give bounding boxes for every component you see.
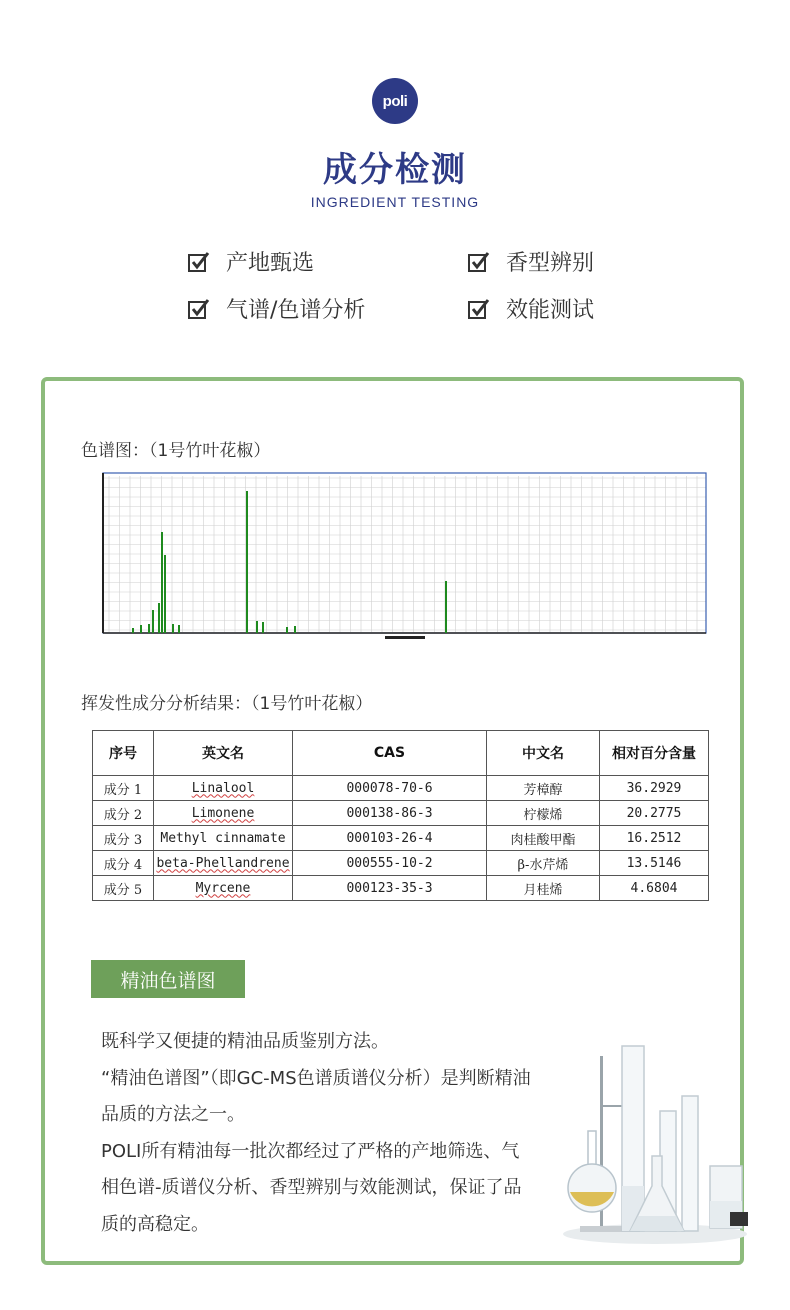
lab-glassware-image bbox=[560, 1036, 750, 1246]
checkbox-check-icon bbox=[188, 298, 210, 320]
column-header: CAS bbox=[293, 731, 487, 776]
english-name bbox=[154, 826, 293, 851]
feature-label: 产地甄选 bbox=[226, 251, 315, 276]
table-header-row bbox=[93, 731, 709, 776]
chinese-name: β-水芹烯 bbox=[487, 851, 600, 876]
column-header: 相对百分含量 bbox=[600, 731, 709, 776]
chromatogram-label: 色谱图：（1号竹叶花椒） bbox=[81, 441, 271, 461]
feature-label: 气谱/色谱分析 bbox=[226, 298, 366, 323]
paragraph-line: “精油色谱图”（即GC-MS色谱质谱仪分析）是判断精油品质的方法之一。 bbox=[101, 1067, 531, 1125]
english-name bbox=[154, 776, 293, 801]
row-index: 成分 2 bbox=[93, 801, 154, 826]
page-title: 成分检测 bbox=[323, 150, 467, 190]
chinese-name: 肉桂酸甲酯 bbox=[487, 826, 600, 851]
table-row bbox=[93, 851, 709, 876]
column-header: 英文名 bbox=[154, 731, 293, 776]
feature-label: 效能测试 bbox=[506, 298, 595, 323]
relative-percentage: 36.2929 bbox=[600, 776, 709, 801]
composition-table bbox=[92, 730, 709, 901]
feature-label: 香型辨别 bbox=[506, 251, 595, 276]
cas-number: 000555-10-2 bbox=[293, 851, 487, 876]
english-name-text: Myrcene bbox=[195, 880, 251, 896]
row-index: 成分 5 bbox=[93, 876, 154, 901]
row-index: 成分 3 bbox=[93, 826, 154, 851]
chinese-name: 柠檬烯 bbox=[487, 801, 600, 826]
english-name-text: Methyl cinnamate bbox=[160, 830, 286, 846]
row-index: 成分 4 bbox=[93, 851, 154, 876]
feature-item bbox=[468, 293, 594, 324]
column-header: 中文名 bbox=[487, 731, 600, 776]
paragraph-line: 既科学又便捷的精油品质鉴别方法。 bbox=[101, 1031, 389, 1052]
gc-description bbox=[101, 1024, 531, 1243]
gc-section-tag: 精油色谱图 bbox=[91, 960, 245, 998]
row-index: 成分 1 bbox=[93, 776, 154, 801]
feature-item bbox=[188, 293, 365, 324]
paragraph-line: POLI所有精油每一批次都经过了严格的产地筛选、气相色谱-质谱仪分析、香型辨别与效能测试，保证了品质的高稳定。 bbox=[101, 1140, 522, 1235]
relative-percentage: 20.2775 bbox=[600, 801, 709, 826]
table-row bbox=[93, 876, 709, 901]
feature-item bbox=[468, 246, 594, 277]
cas-number: 000103-26-4 bbox=[293, 826, 487, 851]
cas-number: 000123-35-3 bbox=[293, 876, 487, 901]
column-header: 序号 bbox=[93, 731, 154, 776]
english-name bbox=[154, 801, 293, 826]
poli-logo: poli bbox=[372, 78, 418, 124]
english-name-text: Linalool bbox=[191, 780, 255, 796]
relative-percentage: 4.6804 bbox=[600, 876, 709, 901]
cas-number: 000078-70-6 bbox=[293, 776, 487, 801]
cas-number: 000138-86-3 bbox=[293, 801, 487, 826]
checkbox-check-icon bbox=[468, 298, 490, 320]
feature-item bbox=[188, 246, 314, 277]
chromatogram-image bbox=[97, 470, 707, 640]
relative-percentage: 16.2512 bbox=[600, 826, 709, 851]
analysis-card bbox=[41, 377, 744, 1265]
english-name bbox=[154, 876, 293, 901]
table-row bbox=[93, 826, 709, 851]
english-name-text: Limonene bbox=[191, 805, 255, 821]
checkbox-check-icon bbox=[188, 251, 210, 273]
chinese-name: 月桂烯 bbox=[487, 876, 600, 901]
analysis-label: 挥发性成分分析结果：（1号竹叶花椒） bbox=[81, 694, 373, 714]
checkbox-check-icon bbox=[468, 251, 490, 273]
chinese-name: 芳樟醇 bbox=[487, 776, 600, 801]
english-name bbox=[154, 851, 293, 876]
english-name-text: beta-Phellandrene bbox=[156, 855, 290, 871]
page-subtitle: INGREDIENT TESTING bbox=[310, 194, 480, 210]
relative-percentage: 13.5146 bbox=[600, 851, 709, 876]
table-row bbox=[93, 776, 709, 801]
table-row bbox=[93, 801, 709, 826]
